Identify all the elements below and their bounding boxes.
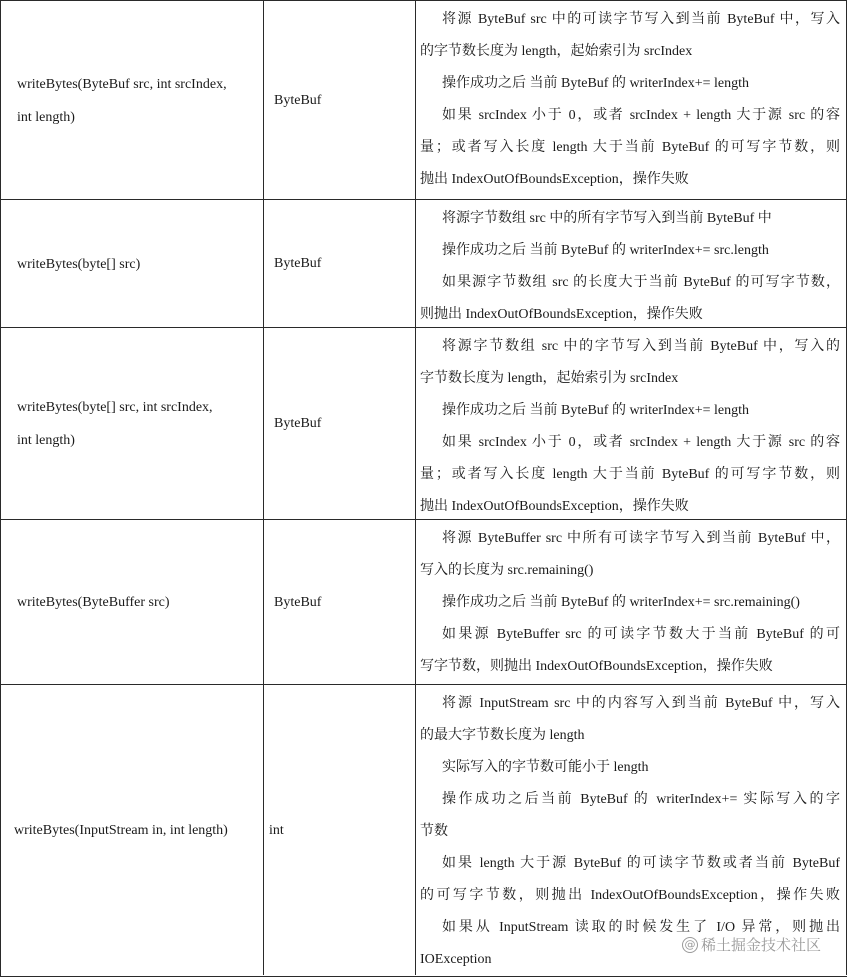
description-line: 抛出 IndexOutOfBoundsException，操作失败: [420, 172, 689, 187]
description-line: 量；或者写入长度 length 大于当前 ByteBuf 的可写字节数，则: [420, 467, 840, 482]
watermark: [682, 934, 821, 955]
description-line: 抛出 IndexOutOfBoundsException，操作失败: [420, 499, 689, 514]
description-line: 操作成功之后 当前 ByteBuf 的 writerIndex+= length: [442, 76, 750, 91]
description-line: 则抛出 IndexOutOfBoundsException，操作失败: [420, 307, 703, 322]
table-row: [1, 327, 847, 520]
description-line: 如果从 InputStream 读取的时候发生了 I/O 异常，则抛出: [442, 920, 840, 935]
method-cell: [1, 520, 263, 685]
method-signature: writeBytes(ByteBuf src, int srcIndex, int length): [17, 76, 227, 125]
description-cell: [416, 328, 846, 520]
description-line: 如果 length 大于源 ByteBuf 的可读字节数或者当前 ByteBuf: [442, 856, 840, 871]
description-line: 实际写入的字节数可能小于 length: [442, 760, 649, 775]
method-signature: writeBytes(byte[] src, int srcIndex, int length): [17, 400, 213, 448]
method-cell: [1, 685, 263, 976]
return-type: ByteBuf: [274, 594, 322, 610]
method-cell: [1, 328, 263, 520]
description-line: 如果源 ByteBuffer src 的可读字节数大于当前 ByteBuf 的可: [442, 627, 840, 642]
description-line: 将源 InputStream src 中的内容写入到当前 ByteBuf 中，写入: [442, 696, 840, 711]
description-line: 的最大字节数长度为 length: [420, 728, 585, 743]
description-line: 的可写字节数，则抛出 IndexOutOfBoundsException，操作失败: [420, 888, 840, 903]
description-line: 如果源字节数组 src 的长度大于当前 ByteBuf 的可写字节数，: [442, 275, 840, 290]
method-signature: writeBytes(ByteBuffer src): [17, 595, 170, 610]
description-line: 节数: [420, 824, 448, 839]
table-row: [1, 519, 847, 685]
watermark-text: 稀土掘金技术社区: [700, 936, 821, 954]
return-type: ByteBuf: [274, 92, 322, 108]
description-line: 将源 ByteBuf src 中的可读字节写入到当前 ByteBuf 中，写入: [442, 12, 840, 27]
return-type: int: [269, 822, 284, 838]
description-line: 将源 ByteBuffer src 中所有可读字节写入到当前 ByteBuf 中，: [442, 531, 840, 546]
method-signature: writeBytes(byte[] src): [17, 256, 141, 272]
description-line: 操作成功之后 当前 ByteBuf 的 writerIndex+= length: [442, 403, 750, 418]
return-type-cell: [264, 328, 415, 520]
description-line: 字节数长度为 length，起始索引为 srcIndex: [420, 371, 679, 386]
description-line: 操作成功之后 当前 ByteBuf 的 writerIndex+= src.remaining(): [442, 595, 800, 610]
description-line: IOException: [420, 952, 492, 967]
description-line: 如果 srcIndex 小于 0，或者 srcIndex + length 大于源 src 的容: [442, 435, 840, 450]
table-row: [1, 0, 847, 200]
table-row: [1, 199, 847, 328]
method-cell: [1, 1, 263, 200]
description-line: 如果 srcIndex 小于 0，或者 srcIndex + length 大于源 src 的容: [442, 108, 840, 123]
return-type-cell: [264, 1, 415, 200]
description-cell: [416, 1, 846, 200]
description-line: 操作成功之后 当前 ByteBuf 的 writerIndex+= src.length: [442, 243, 769, 258]
description-line: 写字节数，则抛出 IndexOutOfBoundsException，操作失败: [420, 659, 773, 674]
return-type-cell: [264, 685, 415, 976]
at-icon: @: [682, 937, 698, 953]
method-cell: [1, 200, 263, 328]
return-type-cell: [264, 200, 415, 328]
description-line: 将源字节数组 src 中的字节写入到当前 ByteBuf 中，写入的: [442, 339, 840, 354]
return-type: ByteBuf: [274, 416, 322, 431]
description-line: 量；或者写入长度 length 大于当前 ByteBuf 的可写字节数，则: [420, 140, 840, 155]
description-line: 将源字节数组 src 中的所有字节写入到当前 ByteBuf 中: [442, 211, 772, 226]
description-cell: [416, 685, 846, 976]
description-line: 的字节数长度为 length，起始索引为 srcIndex: [420, 44, 693, 59]
description-cell: [416, 520, 846, 685]
description-line: 操作成功之后当前 ByteBuf 的 writerIndex+= 实际写入的字: [442, 792, 840, 807]
description-cell: [416, 200, 846, 328]
return-type-cell: [264, 520, 415, 685]
return-type: ByteBuf: [274, 256, 322, 271]
description-line: 写入的长度为 src.remaining(): [420, 563, 594, 578]
method-signature: writeBytes(InputStream in, int length): [14, 823, 228, 838]
